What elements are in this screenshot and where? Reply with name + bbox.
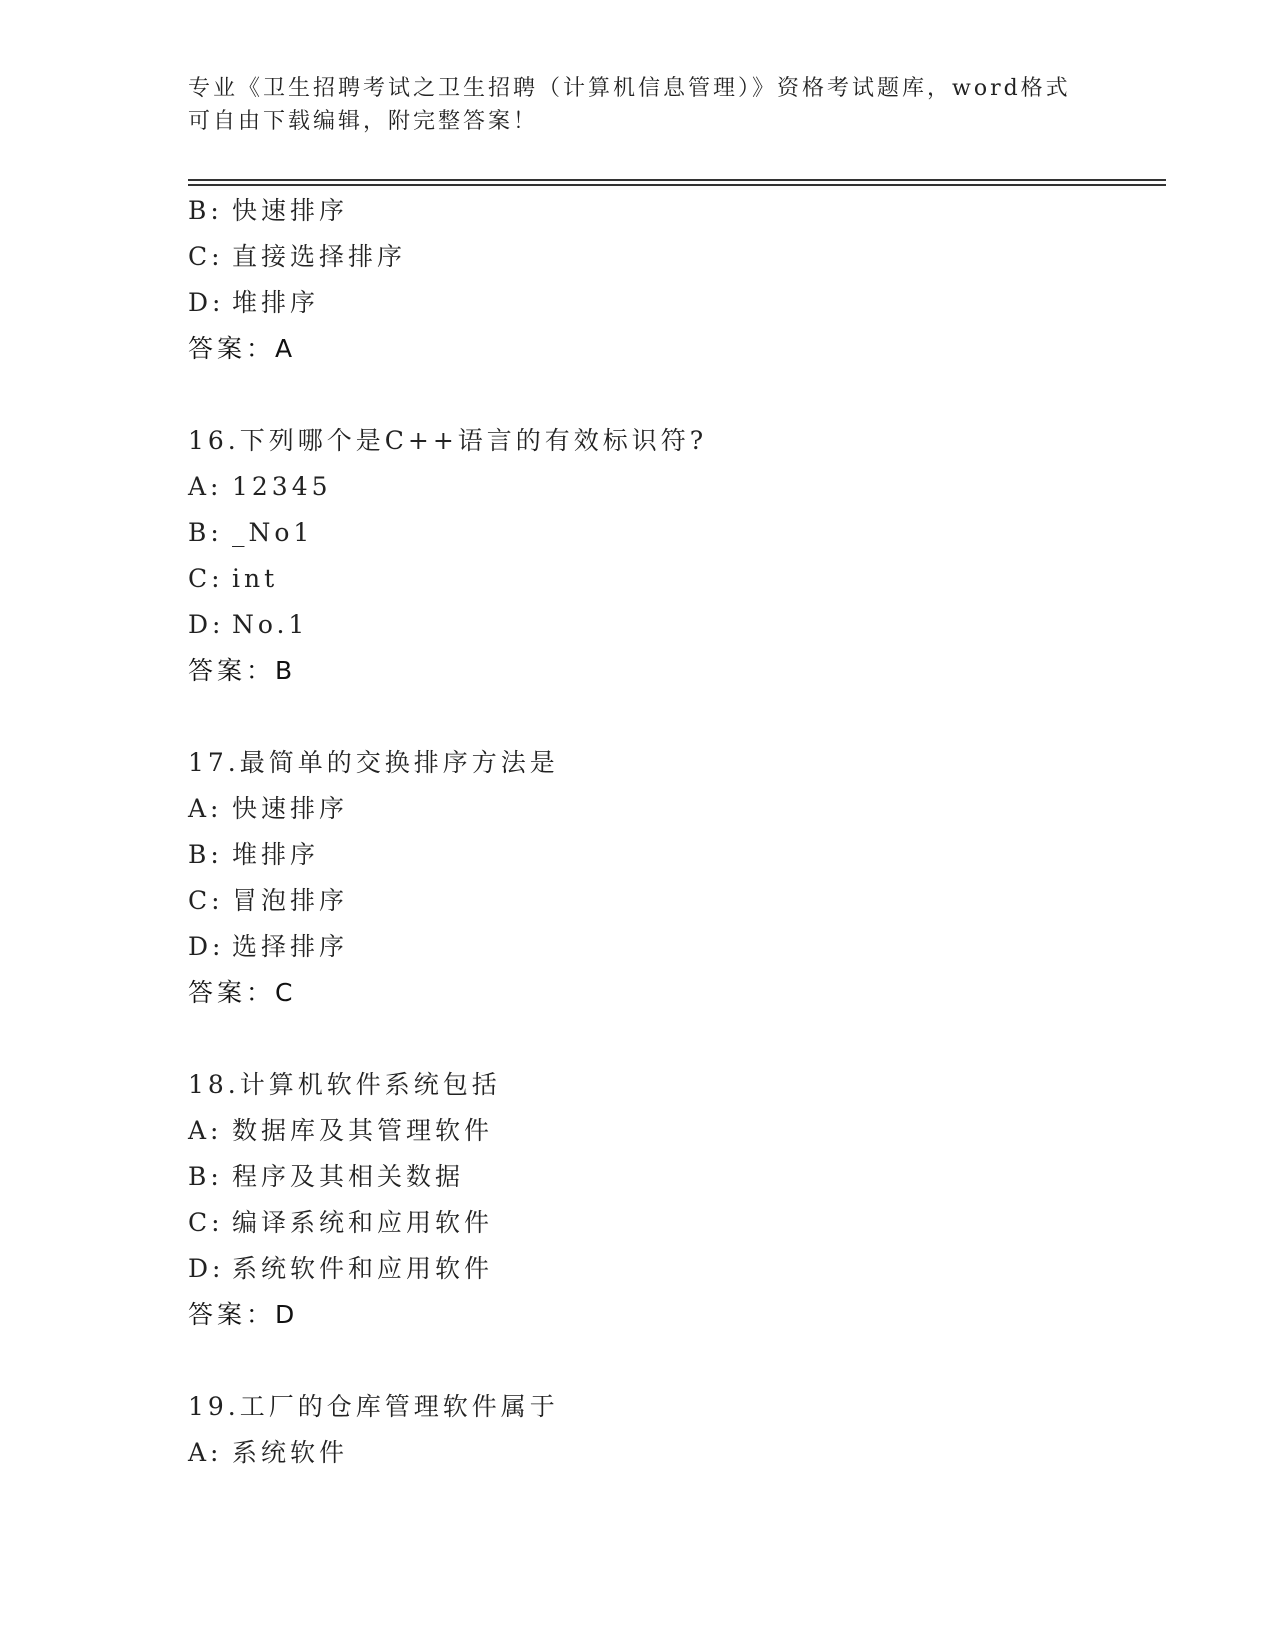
- option-key: A:: [188, 1438, 223, 1467]
- option-row: [188, 280, 1168, 326]
- header-divider-bottom: [188, 184, 1166, 186]
- option-row: [188, 556, 1168, 602]
- option-key: C:: [188, 564, 224, 593]
- spacer: [188, 694, 1168, 740]
- option-row: [188, 1154, 1168, 1200]
- header-divider-top: [188, 179, 1166, 181]
- option-key: B:: [188, 840, 223, 869]
- option-key: A:: [188, 472, 223, 501]
- spacer: [188, 1016, 1168, 1062]
- option-row: [188, 188, 1168, 234]
- option-row: [188, 1108, 1168, 1154]
- option-key: A:: [188, 1116, 223, 1145]
- option-text: 编译系统和应用软件: [232, 1208, 494, 1237]
- option-row: [188, 832, 1168, 878]
- header-line-2: 可自由下载编辑，附完整答案！: [188, 109, 539, 134]
- question-title: 16.下列哪个是C++语言的有效标识符?: [188, 426, 708, 455]
- question-title: 18.计算机软件系统包括: [188, 1070, 501, 1099]
- option-text: 系统软件和应用软件: [232, 1254, 494, 1283]
- question-title: 17.最简单的交换排序方法是: [188, 748, 559, 777]
- option-row: [188, 464, 1168, 510]
- document-header: [188, 72, 1088, 138]
- question-block: [188, 418, 1168, 694]
- option-row: [188, 924, 1168, 970]
- answer-line: 答案：A: [188, 334, 297, 363]
- option-key: D:: [188, 610, 225, 639]
- option-key: D:: [188, 288, 225, 317]
- option-key: A:: [188, 794, 223, 823]
- option-text: 堆排序: [232, 288, 320, 317]
- option-row: [188, 1246, 1168, 1292]
- answer-line: 答案：B: [188, 656, 297, 685]
- answer-line: 答案：C: [188, 978, 297, 1007]
- option-text: 冒泡排序: [232, 886, 349, 915]
- option-text: No.1: [232, 610, 309, 639]
- option-text: 数据库及其管理软件: [232, 1116, 494, 1145]
- option-key: C:: [188, 1208, 224, 1237]
- option-text: 快速排序: [232, 196, 349, 225]
- option-key: B:: [188, 196, 223, 225]
- option-row: [188, 1430, 1168, 1476]
- option-row: [188, 510, 1168, 556]
- answer-line: 答案：D: [188, 1300, 299, 1329]
- option-key: C:: [188, 886, 224, 915]
- option-row: [188, 786, 1168, 832]
- spacer: [188, 1338, 1168, 1384]
- option-text: 系统软件: [232, 1438, 349, 1467]
- header-line-1: 专业《卫生招聘考试之卫生招聘（计算机信息管理）》资格考试题库，word格式: [188, 76, 1071, 101]
- option-text: 12345: [232, 472, 332, 501]
- question-block: [188, 1062, 1168, 1338]
- option-text: _No1: [232, 518, 314, 547]
- option-text: int: [232, 564, 279, 593]
- option-key: D:: [188, 1254, 225, 1283]
- option-text: 选择排序: [232, 932, 349, 961]
- option-key: D:: [188, 932, 225, 961]
- option-row: [188, 602, 1168, 648]
- option-key: B:: [188, 1162, 223, 1191]
- question-block: [188, 740, 1168, 1016]
- option-row: [188, 878, 1168, 924]
- option-row: [188, 1200, 1168, 1246]
- question-block: [188, 1384, 1168, 1476]
- option-text: 直接选择排序: [232, 242, 407, 271]
- option-text: 快速排序: [232, 794, 349, 823]
- option-text: 堆排序: [232, 840, 320, 869]
- option-key: C:: [188, 242, 224, 271]
- question-title: 19.工厂的仓库管理软件属于: [188, 1392, 559, 1421]
- option-text: 程序及其相关数据: [232, 1162, 465, 1191]
- spacer: [188, 372, 1168, 418]
- question-list: [188, 188, 1168, 1476]
- question-carryover: [188, 188, 1168, 372]
- option-row: [188, 234, 1168, 280]
- option-key: B:: [188, 518, 223, 547]
